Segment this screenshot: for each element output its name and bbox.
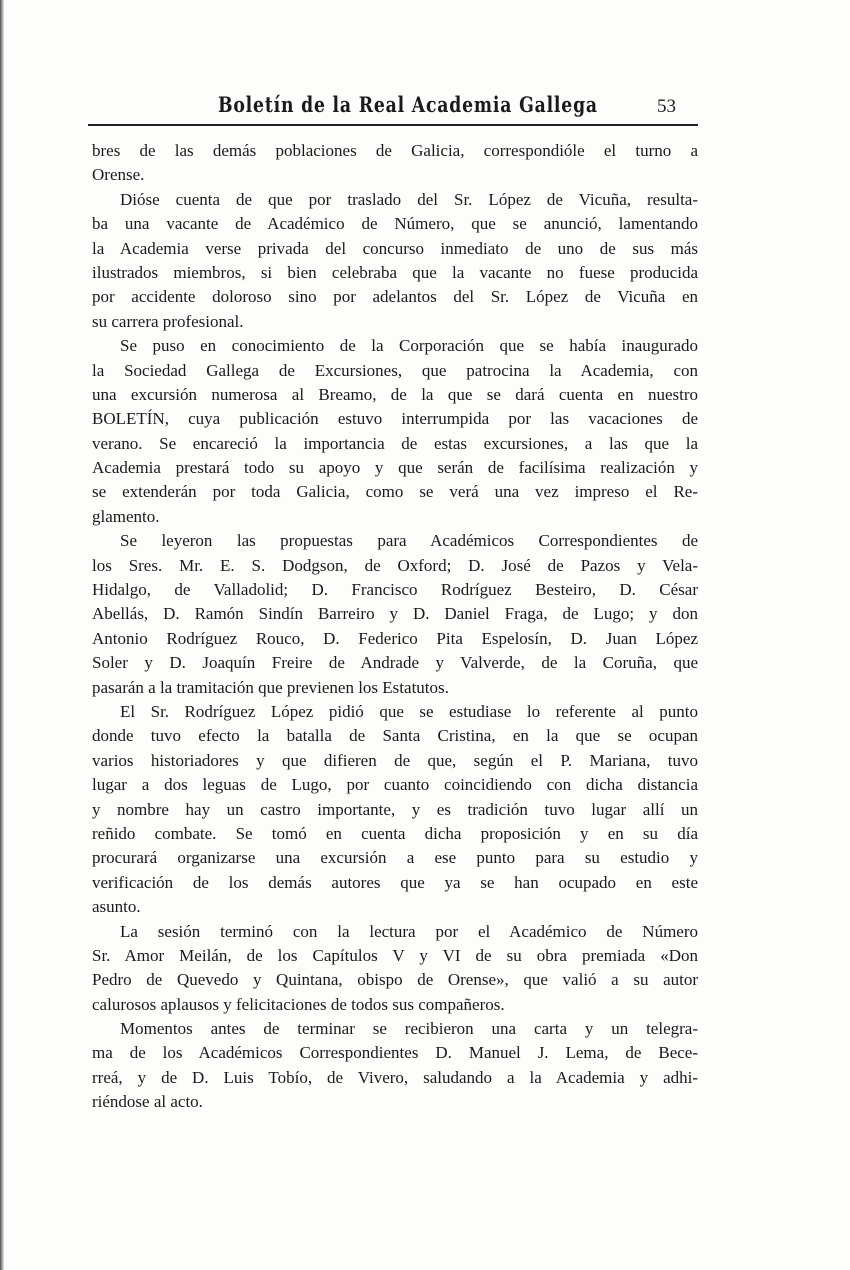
text-line: procurará organizarse una excursión a ese punto para su estudio y: [92, 848, 698, 868]
paragraph: [92, 920, 698, 1018]
text-line: los Sres. Mr. E. S. Dodgson, de Oxford; D. José de Pazos y Vela-: [92, 555, 698, 575]
text-line: Academia prestará todo su apoyo y que serán de facilísima realización y: [92, 458, 698, 478]
text-line: Sr. Amor Meilán, de los Capítulos V y VI de su obra premiada «Don: [92, 945, 698, 965]
paragraph: [92, 529, 698, 700]
text-line: reñido combate. Se tomó en cuenta dicha proposición y en su día: [92, 823, 698, 843]
text-line: El Sr. Rodríguez López pidió que se estudiase lo referente al punto: [120, 701, 698, 721]
text-line: Dióse cuenta de que por traslado del Sr. López de Vicuña, resulta-: [120, 189, 698, 209]
paragraph: [92, 700, 698, 920]
paragraph: [92, 139, 698, 188]
text-line: verano. Se encareció la importancia de estas excursiones, a las que la: [92, 433, 698, 453]
text-line: Soler y D. Joaquín Freire de Andrade y Valverde, de la Coruña, que: [92, 653, 698, 673]
text-line: rreá, y de D. Luis Tobío, de Vivero, saludando a la Academia y adhi-: [92, 1067, 698, 1087]
text-line: verificación de los demás autores que ya se han ocupado en este: [92, 872, 698, 892]
text-line: pasarán a la tramitación que previenen los Estatutos.: [92, 677, 449, 697]
text-line: y nombre hay un castro importante, y es tradición tuvo lugar allí un: [92, 799, 698, 819]
body-text: [92, 139, 698, 1115]
text-line: la Sociedad Gallega de Excursiones, que patrocina la Academia, con: [92, 360, 698, 380]
text-line: lugar a dos leguas de Lugo, por cuanto coincidiendo con dicha distancia: [92, 775, 698, 795]
text-line: La sesión terminó con la lectura por el Académico de Número: [120, 921, 698, 941]
text-line: Momentos antes de terminar se recibieron una carta y un telegra-: [120, 1019, 698, 1039]
text-line: BOLETÍN, cuya publicación estuvo interrumpida por las vacaciones de: [92, 409, 698, 429]
text-line: riéndose al acto.: [92, 1092, 203, 1112]
text-line: varios historiadores y que difieren de que, según el P. Mariana, tuvo: [92, 750, 698, 770]
text-line: Se puso en conocimiento de la Corporación que se había inaugurado: [120, 336, 698, 356]
page-number: 53: [657, 96, 676, 117]
text-line: ilustrados miembros, si bien celebraba que la vacante no fuese producida: [92, 262, 698, 282]
journal-title: Boletín de la Real Academia Gallega: [218, 92, 598, 117]
text-line: Pedro de Quevedo y Quintana, obispo de Orense», que valió a su autor: [92, 970, 698, 990]
text-line: donde tuvo efecto la batalla de Santa Cristina, en la que se ocupan: [92, 726, 698, 746]
text-line: ma de los Académicos Correspondientes D. Manuel J. Lema, de Bece-: [92, 1043, 698, 1063]
paragraph: [92, 334, 698, 529]
text-line: Se leyeron las propuestas para Académicos Correspondientes de: [120, 531, 698, 551]
text-line: Hidalgo, de Valladolid; D. Francisco Rodríguez Besteiro, D. César: [92, 580, 698, 600]
paragraph: [92, 1017, 698, 1115]
text-line: asunto.: [92, 897, 141, 917]
text-line: bres de las demás poblaciones de Galicia, correspondióle el turno a: [92, 141, 698, 160]
text-line: una excursión numerosa al Breamo, de la que se dará cuenta en nuestro: [92, 384, 698, 404]
text-line: se extenderán por toda Galicia, como se verá una vez impreso el Re-: [92, 482, 698, 502]
text-line: por accidente doloroso sino por adelantos del Sr. López de Vicuña en: [92, 287, 698, 307]
running-header: [88, 88, 698, 126]
text-line: su carrera profesional.: [92, 311, 244, 331]
text-line: Abellás, D. Ramón Sindín Barreiro y D. Daniel Fraga, de Lugo; y don: [92, 604, 698, 624]
text-line: Antonio Rodríguez Rouco, D. Federico Pita Espelosín, D. Juan López: [92, 628, 698, 648]
text-line: ba una vacante de Académico de Número, que se anunció, lamentando: [92, 214, 698, 234]
paragraph: [92, 188, 698, 334]
text-line: glamento.: [92, 506, 160, 526]
text-line: calurosos aplausos y felicitaciones de todos sus compañeros.: [92, 994, 505, 1014]
text-line: Orense.: [92, 165, 145, 185]
scan-edge: [0, 0, 4, 1270]
text-line: la Academia verse privada del concurso inmediato de uno de sus más: [92, 238, 698, 258]
